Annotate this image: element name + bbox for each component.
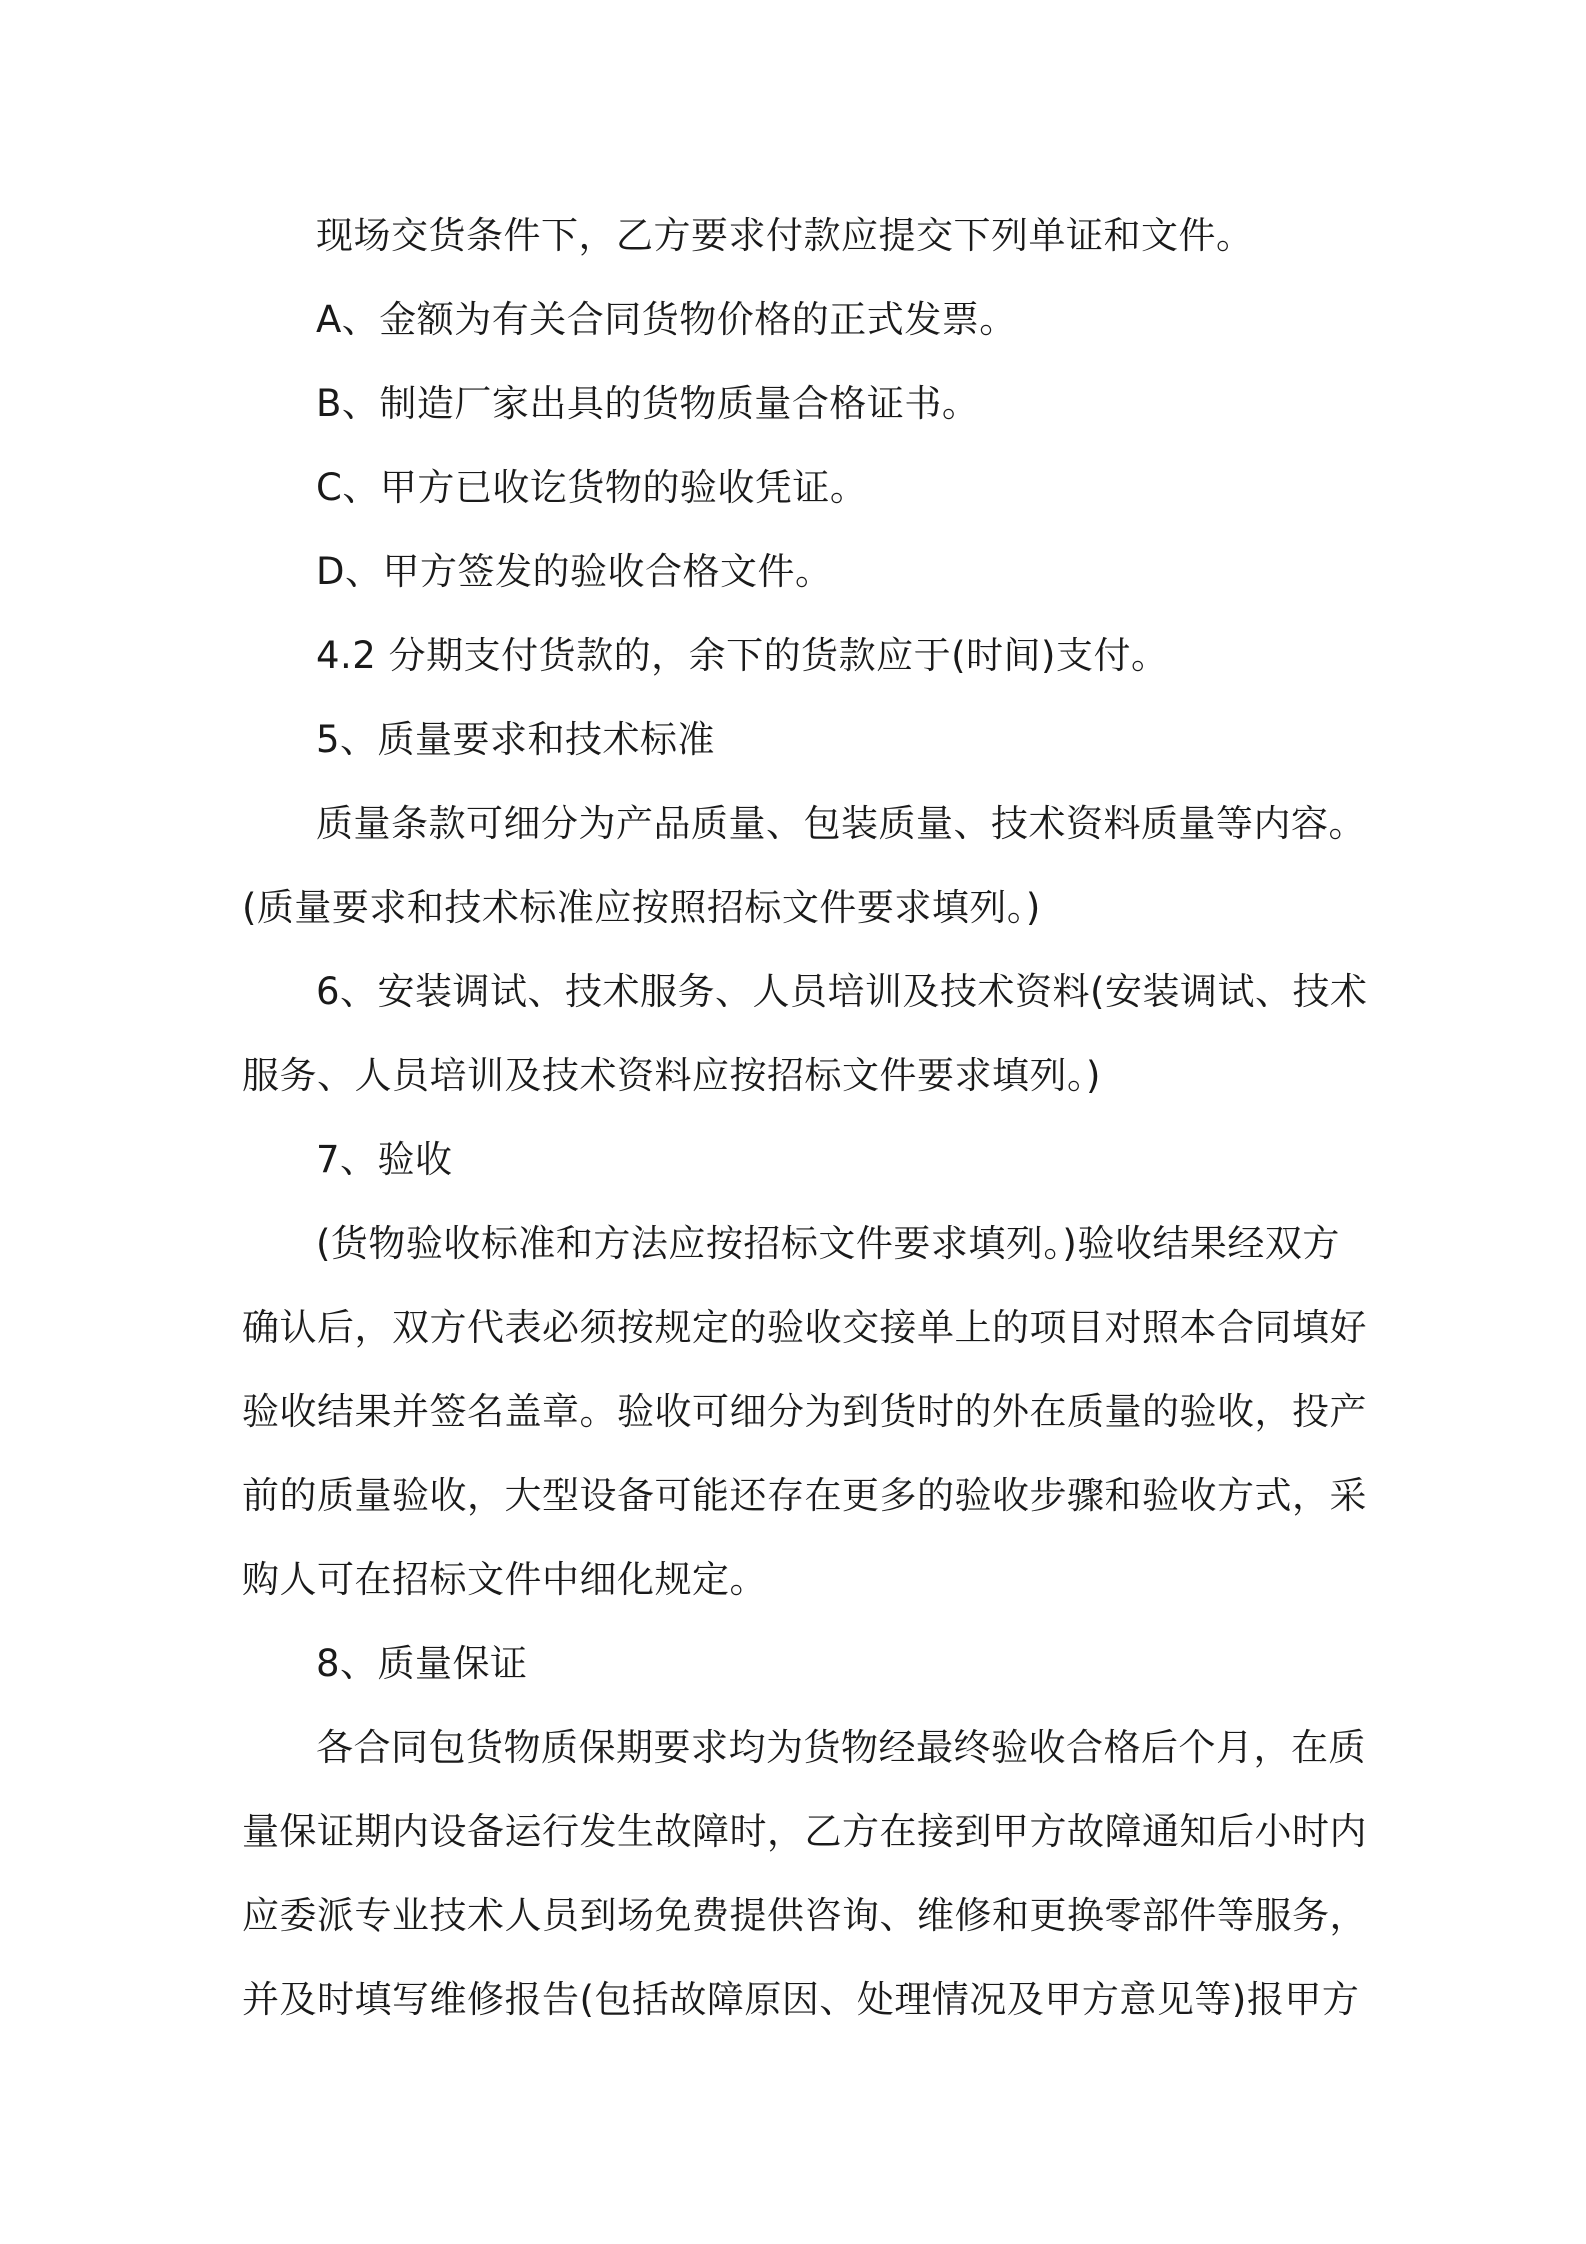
paragraph-line: 应委派专业技术人员到场免费提供咨询、维修和更换零部件等服务， [242, 1894, 1367, 1937]
section-heading-6: 6、安装调试、技术服务、人员培训及技术资料(安装调试、技术 [316, 970, 1368, 1013]
paragraph-line: 并及时填写维修报告(包括故障原因、处理情况及甲方意见等)报甲方 [242, 1978, 1360, 2021]
section-heading-5: 5、质量要求和技术标准 [316, 718, 716, 761]
paragraph-line: 质量条款可细分为产品质量、包装质量、技术资料质量等内容。 [316, 802, 1366, 845]
paragraph-line: 前的质量验收，大型设备可能还存在更多的验收步骤和验收方式，采 [242, 1474, 1367, 1517]
list-item-a: A、金额为有关合同货物价格的正式发票。 [316, 298, 1017, 341]
document-body [242, 194, 1368, 2042]
paragraph-line: (货物验收标准和方法应按招标文件要求填列。)验收结果经双方 [316, 1222, 1340, 1265]
list-item-d: D、甲方签发的验收合格文件。 [316, 550, 833, 593]
list-item-c: C、甲方已收讫货物的验收凭证。 [316, 466, 868, 509]
paragraph-line: 服务、人员培训及技术资料应按招标文件要求填列。) [242, 1054, 1101, 1097]
section-heading-8: 8、质量保证 [316, 1642, 528, 1685]
clause-4-2: 4.2 分期支付货款的，余下的货款应于(时间)支付。 [316, 634, 1169, 677]
list-item-b: B、制造厂家出具的货物质量合格证书。 [316, 382, 980, 425]
section-heading-7: 7、验收 [316, 1138, 453, 1181]
paragraph-line: 购人可在招标文件中细化规定。 [242, 1558, 767, 1601]
paragraph-line: (质量要求和技术标准应按照招标文件要求填列。) [242, 886, 1041, 929]
paragraph-line: 各合同包货物质保期要求均为货物经最终验收合格后个月，在质 [316, 1726, 1366, 1769]
paragraph-line: 量保证期内设备运行发生故障时，乙方在接到甲方故障通知后小时内 [242, 1810, 1367, 1853]
paragraph-line: 验收结果并签名盖章。验收可细分为到货时的外在质量的验收，投产 [242, 1390, 1367, 1433]
paragraph-line: 确认后，双方代表必须按规定的验收交接单上的项目对照本合同填好 [242, 1306, 1367, 1349]
paragraph-line: 现场交货条件下，乙方要求付款应提交下列单证和文件。 [316, 214, 1254, 257]
